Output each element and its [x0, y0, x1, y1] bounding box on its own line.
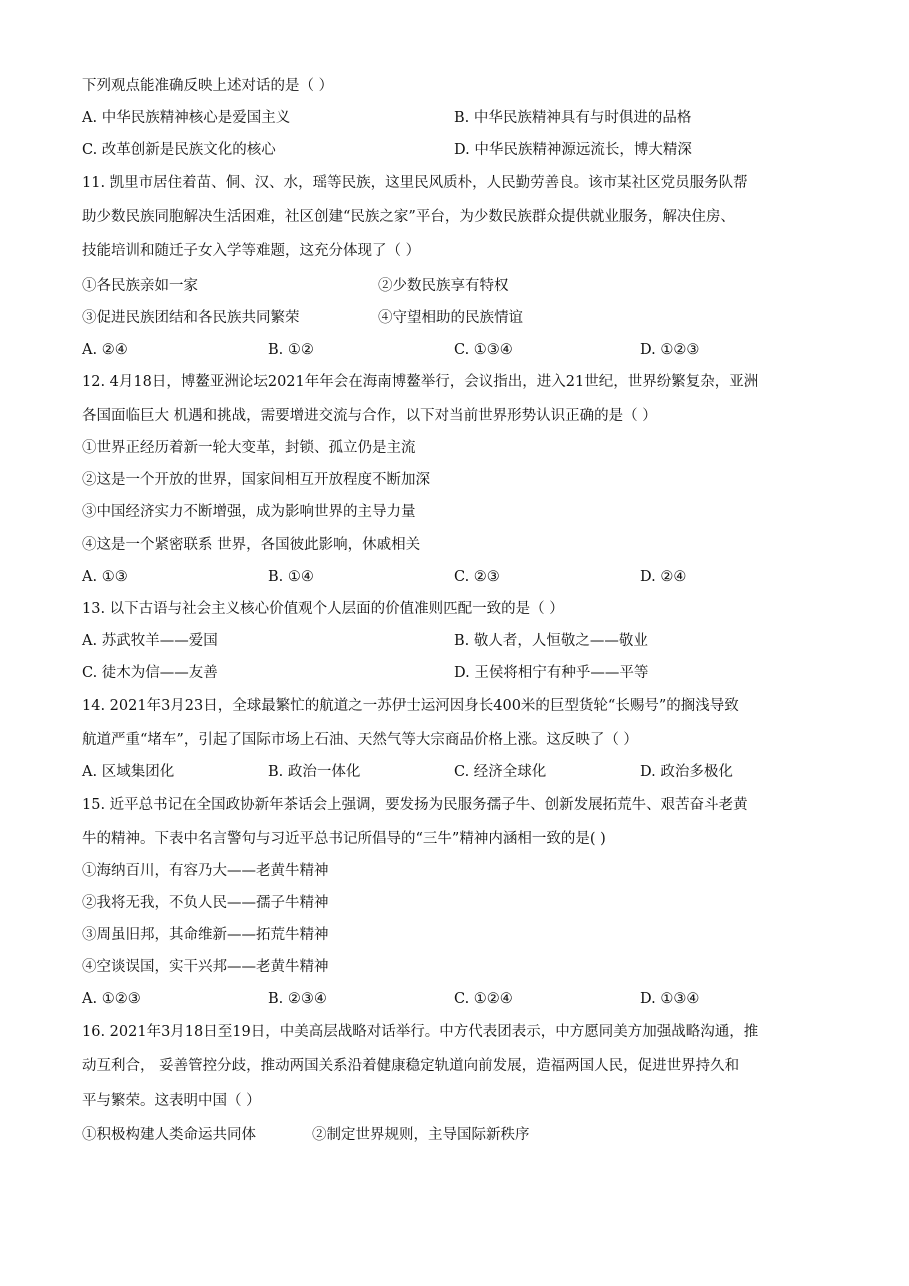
option-d[interactable]: D. 王侯将相宁有种乎——平等 [454, 665, 649, 681]
question-10-stem: 下列观点能准确反映上述对话的是（ ） [82, 78, 334, 94]
statement-4: ④守望相助的民族情谊 [378, 310, 523, 326]
question-12-statement-2: ②这是一个开放的世界，国家间相互开放程度不断加深 [82, 472, 430, 488]
option-b[interactable]: B. ①② [268, 342, 314, 358]
question-12-statement-1: ①世界正经历着新一轮大变革，封锁、孤立仍是主流 [82, 440, 416, 456]
question-15-statement-3: ③周虽旧邦，其命维新——拓荒牛精神 [82, 927, 329, 943]
question-15-statement-4: ④空谈误国，实干兴邦——老黄牛精神 [82, 959, 329, 975]
option-c[interactable]: C. ①③④ [454, 342, 513, 358]
question-15-statement-1: ①海纳百川，有容乃大——老黄牛精神 [82, 863, 329, 879]
option-b[interactable]: B. 政治一体化 [268, 764, 361, 780]
option-a[interactable]: A. ①③ [82, 569, 128, 585]
option-a[interactable]: A. 中华民族精神核心是爱国主义 [82, 110, 291, 126]
question-14-stem-line-2: 航道严重“堵车”，引起了国际市场上石油、天然气等大宗商品价格上涨。这反映了（ ） [82, 732, 638, 748]
option-a[interactable]: A. 区域集团化 [82, 764, 175, 780]
question-14-stem-line-1: 14. 2021年3月23日，全球最繁忙的航道之一苏伊士运河因身长400米的巨型货轮“长赐号”的搁浅导致 [82, 698, 739, 714]
question-12-statement-3: ③中国经济实力不断增强，成为影响世界的主导力量 [82, 504, 416, 520]
question-15-stem-line-2: 牛的精神。下表中名言警句与习近平总书记所倡导的“三牛”精神内涵相一致的是( ) [82, 831, 606, 847]
question-12-stem-line-1: 12. 4月18日，博鳌亚洲论坛2021年年会在海南博鳌举行，会议指出，进入21世纪，世界纷繁复杂，亚洲 [82, 374, 759, 390]
option-b[interactable]: B. ②③④ [268, 991, 327, 1007]
statement-1: ①积极构建人类命运共同体 [82, 1127, 256, 1143]
question-12-stem-line-2: 各国面临巨大 机遇和挑战，需要增进交流与合作，以下对当前世界形势认识正确的是（ ） [82, 408, 657, 424]
statement-3: ③促进民族团结和各民族共同繁荣 [82, 310, 300, 326]
option-b[interactable]: B. ①④ [268, 569, 314, 585]
question-15-stem-line-1: 15. 近平总书记在全国政协新年茶话会上强调，要发扬为民服务孺子牛、创新发展拓荒牛、艰苦奋斗老黄 [82, 797, 748, 813]
option-c[interactable]: C. 经济全球化 [454, 764, 547, 780]
option-c[interactable]: C. 改革创新是民族文化的核心 [82, 142, 276, 158]
option-c[interactable]: C. 徒木为信——友善 [82, 665, 218, 681]
statement-2: ②少数民族享有特权 [378, 278, 509, 294]
question-16-stem-line-3: 平与繁荣。这表明中国（ ） [82, 1093, 261, 1109]
question-11-stem-line-1: 11. 凯里市居住着苗、侗、汉、水，瑶等民族，这里民风质朴，人民勤劳善良。该市某社区党员服务队帮 [82, 175, 748, 191]
question-12-statement-4: ④这是一个紧密联系 世界，各国彼此影响，休戚相关 [82, 537, 421, 553]
option-a[interactable]: A. ①②③ [82, 991, 141, 1007]
option-d[interactable]: D. 中华民族精神源远流长，博大精深 [454, 142, 692, 158]
option-b[interactable]: B. 中华民族精神具有与时俱进的品格 [454, 110, 692, 126]
option-b[interactable]: B. 敬人者，人恒敬之——敬业 [454, 633, 648, 649]
option-d[interactable]: D. ①②③ [640, 342, 700, 358]
option-d[interactable]: D. ①③④ [640, 991, 700, 1007]
option-a[interactable]: A. ②④ [82, 342, 128, 358]
question-15-statement-2: ②我将无我，不负人民——孺子牛精神 [82, 895, 329, 911]
option-c[interactable]: C. ①②④ [454, 991, 513, 1007]
question-11-stem-line-2: 助少数民族同胞解决生活困难，社区创建“民族之家”平台，为少数民族群众提供就业服务，解决住房、 [82, 209, 735, 225]
option-c[interactable]: C. ②③ [454, 569, 500, 585]
question-13-stem: 13. 以下古语与社会主义核心价值观个人层面的价值准则匹配一致的是（ ） [82, 601, 564, 617]
option-d[interactable]: D. ②④ [640, 569, 687, 585]
statement-1: ①各民族亲如一家 [82, 278, 198, 294]
question-16-stem-line-1: 16. 2021年3月18日至19日，中美高层战略对话举行。中方代表团表示，中方愿同美方加强战略沟通，推 [82, 1024, 759, 1040]
option-d[interactable]: D. 政治多极化 [640, 764, 733, 780]
question-16-stem-line-2: 动互利合， 妥善管控分歧，推动两国关系沿着健康稳定轨道向前发展，造福两国人民，促进世界持久和 [82, 1058, 740, 1074]
question-11-stem-line-3: 技能培训和随迁子女入学等难题，这充分体现了（ ） [82, 243, 421, 259]
option-a[interactable]: A. 苏武牧羊——爱国 [82, 633, 218, 649]
statement-2: ②制定世界规则，主导国际新秩序 [312, 1127, 530, 1143]
